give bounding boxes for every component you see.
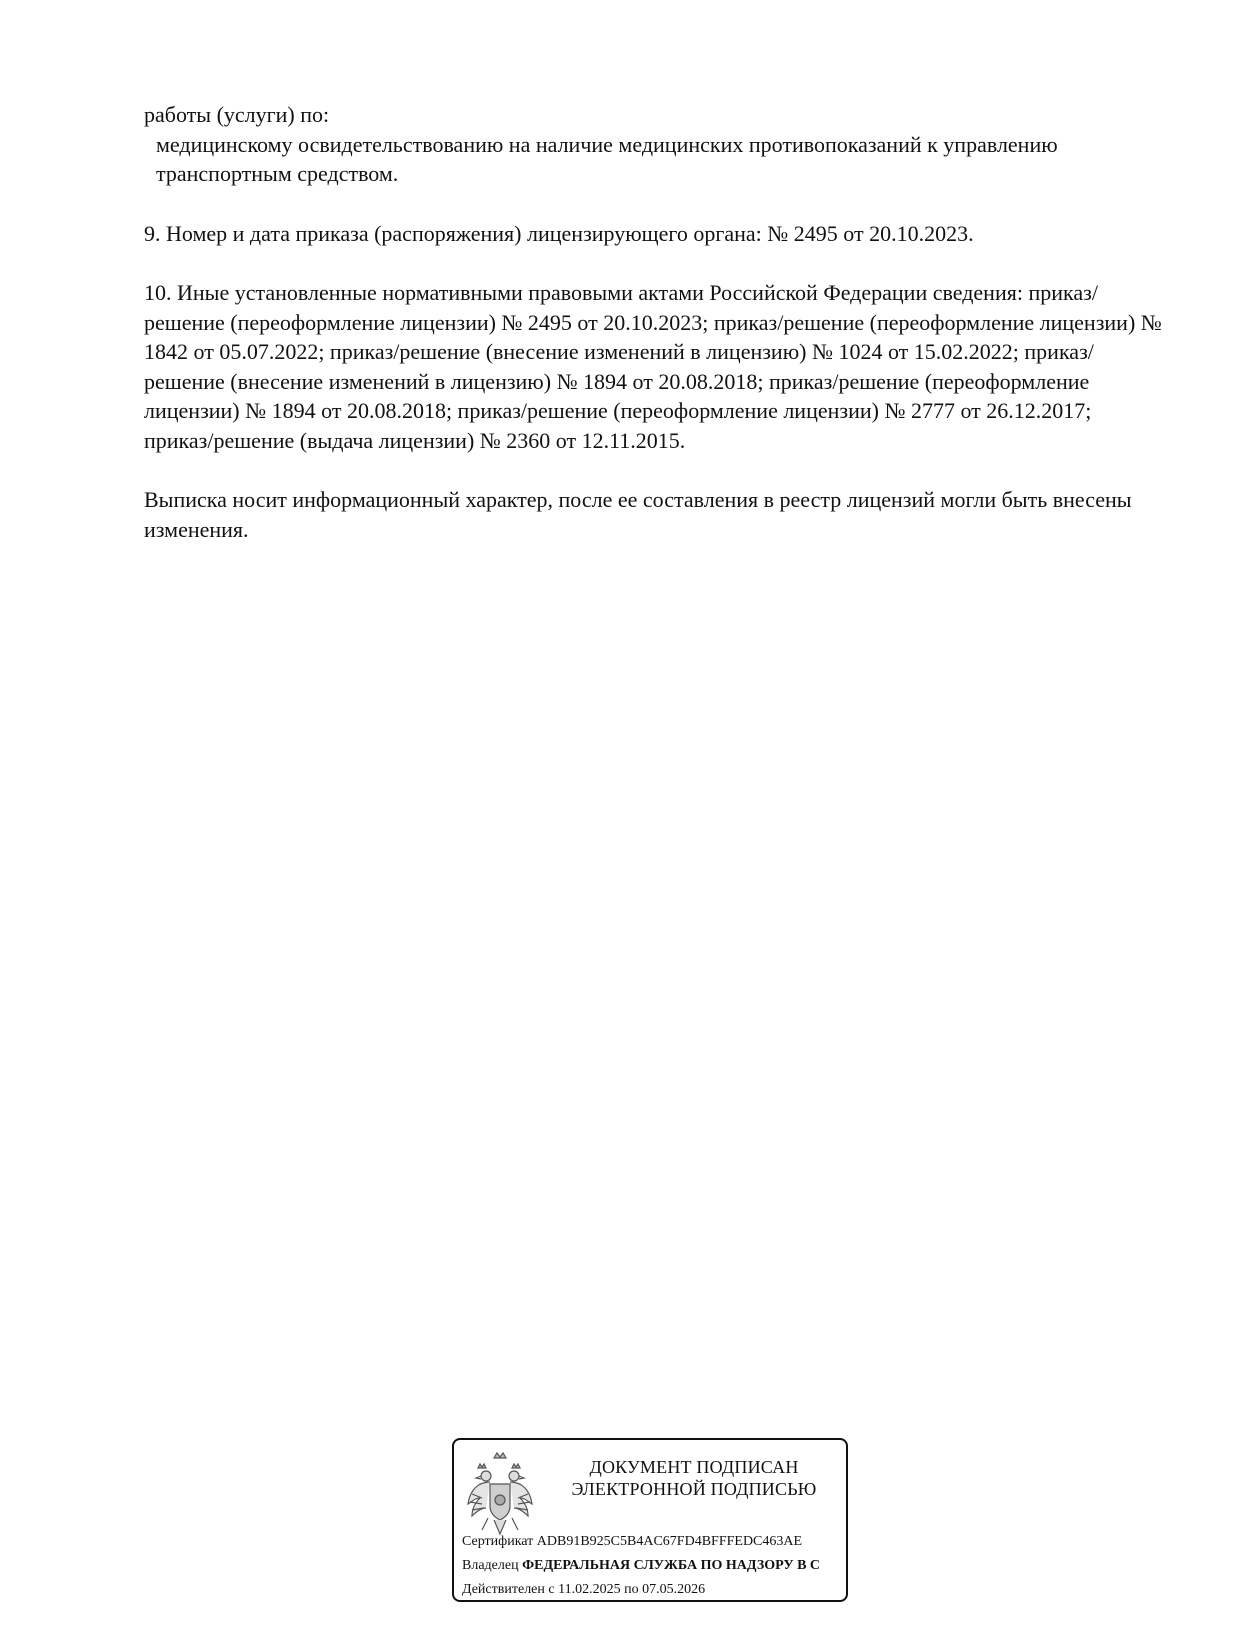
certificate-line xyxy=(462,1530,848,1554)
paragraph-disclaimer: Выписка носит информационный характер, после ее составления в реестр лицензий могли быть внесены изменения. xyxy=(144,487,1132,542)
coat-of-arms-icon xyxy=(464,1448,536,1540)
owner-value: ФЕДЕРАЛЬНАЯ СЛУЖБА ПО НАДЗОРУ В С xyxy=(522,1558,821,1573)
spacer xyxy=(144,455,1164,485)
owner-label: Владелец xyxy=(462,1558,519,1573)
spacer xyxy=(144,248,1164,278)
stamp-details xyxy=(462,1530,848,1602)
paragraph-works-intro: работы (услуги) по: xyxy=(144,102,330,127)
certificate-label: Сертификат xyxy=(462,1534,534,1549)
validity-line: Действителен с 11.02.2025 по 07.05.2026 xyxy=(462,1582,706,1597)
stamp-title-line2: ЭЛЕКТРОННОЙ ПОДПИСЬЮ xyxy=(571,1479,817,1499)
electronic-signature-stamp xyxy=(452,1438,848,1602)
owner-line xyxy=(462,1554,848,1578)
paragraph-other-info: 10. Иные установленные нормативными правовыми актами Российской Федерации сведения: приказ/решение (переоформление лицензии) № 2495 от 20.10.2023; приказ/решение (переоформление лицензии) № 1842 от 05.07.2022; приказ/решение (внесение изменений в лицензию) № 1024 от 15.02.2022; приказ/решение (внесение изменений в лицензию) № 1894 от 20.08.2018; приказ/решение (переоформление лицензии) № 1894 от 20.08.2018; приказ/решение (переоформление лицензии) № 2777 от 26.12.2017; приказ/решение (выдача лицензии) № 2360 от 12.11.2015. xyxy=(144,280,1162,453)
certificate-value: ADB91B925C5B4AC67FD4BFFFEDC463AE xyxy=(536,1534,803,1549)
spacer xyxy=(144,189,1164,219)
document-body xyxy=(144,100,1164,544)
stamp-title-line1: ДОКУМЕНТ ПОДПИСАН xyxy=(589,1457,799,1477)
stamp-title xyxy=(544,1456,844,1500)
paragraph-works-item: медицинскому освидетельствованию на наличие медицинских противопоказаний к управлению транспортным средством. xyxy=(156,131,1058,186)
paragraph-order-number: 9. Номер и дата приказа (распоряжения) лицензирующего органа: № 2495 от 20.10.2023. xyxy=(144,220,974,246)
